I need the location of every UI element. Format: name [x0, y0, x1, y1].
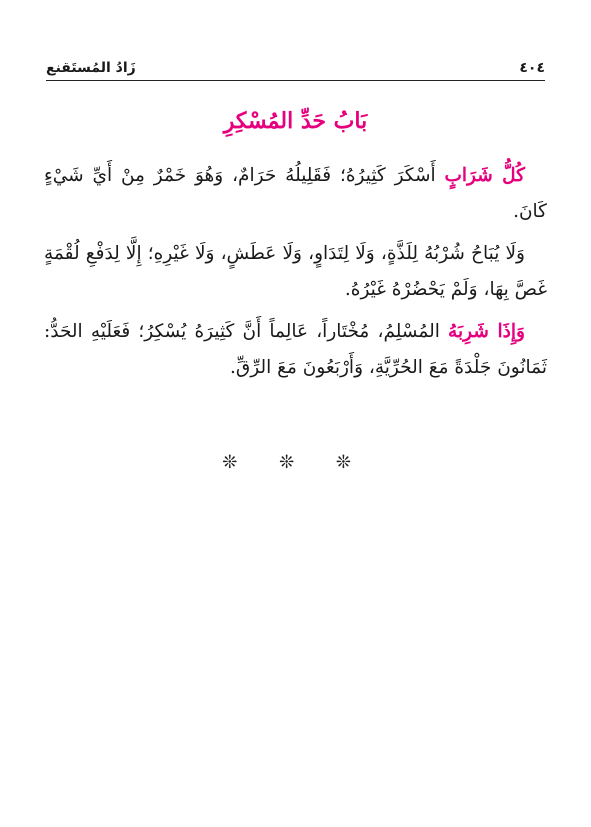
paragraph-lead: كُلُّ شَرَابٍ — [444, 165, 525, 186]
paragraph-text: وَلَا يُبَاحُ شُرْبُهُ لِلَذَّةٍ، وَلَا لِتَدَاوٍ، وَلَا عَطَشٍ، وَلَا غَيْرِهِ؛ إِلَّا لِدَفْعِ لُقْمَةٍ غَصَّ بِهَا، وَلَمْ يَحْضُرْهُ غَيْرُهُ. — [44, 243, 547, 300]
chapter-title: بَابُ حَدِّ المُسْكِرِ — [223, 108, 368, 134]
section-separator: ❊ ❊ ❊ — [222, 452, 369, 473]
body-text — [44, 158, 547, 392]
paragraph — [44, 158, 547, 230]
paragraph-lead: وَإِذَا شَرِبَهُ — [448, 321, 525, 342]
page-number: ٤٠٤ — [519, 60, 545, 76]
paragraph-text: المُسْلِمُ، مُخْتَاراً، عَالِماً أَنَّ كَثِيرَهُ يُسْكِرُ؛ فَعَلَيْهِ الحَدُّ: ثَمَانُونَ جَلْدَةً مَعَ الحُرِّيَّةِ، وَأَرْبَعُونَ مَعَ الرِّقِّ. — [44, 321, 547, 378]
paragraph — [44, 314, 547, 386]
page-header — [46, 52, 545, 76]
paragraph-text: أَسْكَرَ كَثِيرُهُ؛ فَقَلِيلُهُ حَرَامٌ، وَهُوَ خَمْرٌ مِنْ أَيِّ شَيْءٍ كَانَ. — [44, 165, 547, 222]
header-rule — [46, 80, 545, 81]
book-title: زَادُ المُستَقنع — [46, 60, 136, 76]
paragraph — [44, 236, 547, 308]
